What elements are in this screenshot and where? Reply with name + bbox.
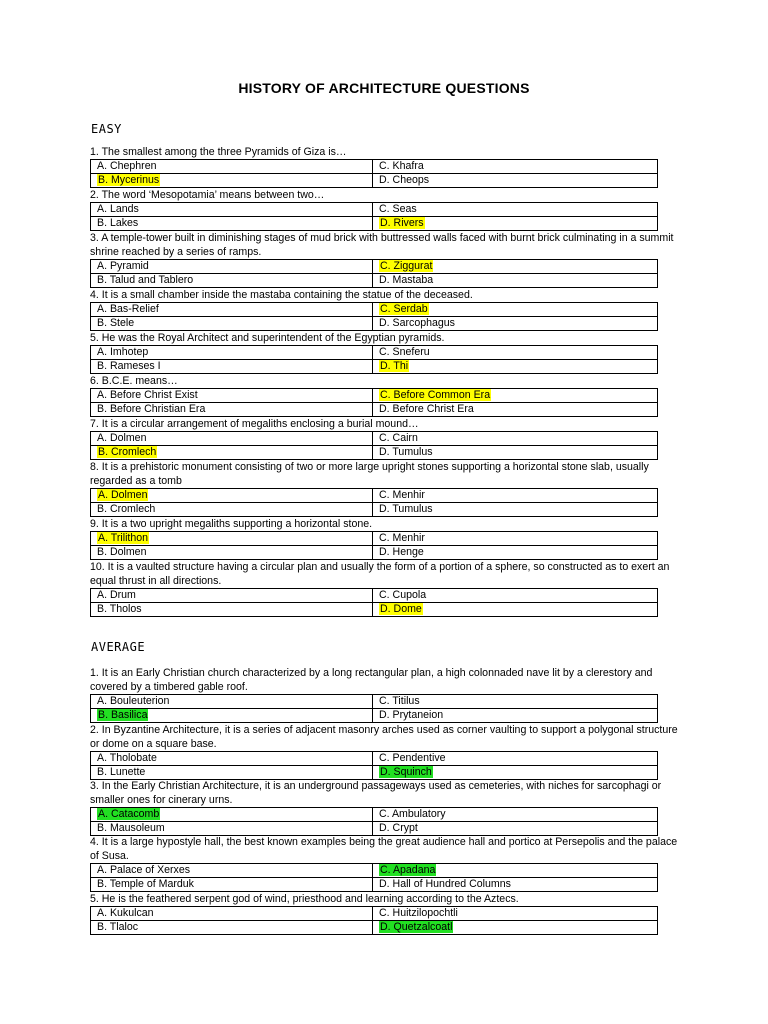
option-a xyxy=(91,907,373,921)
option-c-text: C. Cairn xyxy=(379,432,418,444)
options-row xyxy=(91,489,658,503)
question-text: 7. It is a circular arrangement of megaliths enclosing a burial mound… xyxy=(90,418,419,430)
options-table xyxy=(90,159,658,188)
option-d-text: D. Mastaba xyxy=(379,274,434,286)
option-b xyxy=(91,174,373,188)
options-row xyxy=(91,432,658,446)
option-c xyxy=(373,864,658,878)
options-row xyxy=(91,174,658,188)
option-d xyxy=(373,603,658,617)
page-title: HISTORY OF ARCHITECTURE QUESTIONS xyxy=(238,80,530,96)
option-a-text: A. Kukulcan xyxy=(97,907,154,919)
option-b-text: B. Mausoleum xyxy=(97,822,165,834)
option-c xyxy=(373,532,658,546)
option-a xyxy=(91,808,373,822)
options-row xyxy=(91,346,658,360)
options-row xyxy=(91,303,658,317)
option-c xyxy=(373,695,658,709)
option-c xyxy=(373,160,658,174)
option-d xyxy=(373,766,658,780)
option-c-text: C. Pendentive xyxy=(379,752,446,764)
answer-highlight: C. Before Common Era xyxy=(380,389,491,401)
option-a-text: A. Drum xyxy=(97,589,136,601)
option-b-text: B. Stele xyxy=(97,317,135,329)
option-c-text: C. Khafra xyxy=(379,160,424,172)
option-a xyxy=(91,346,373,360)
options-table xyxy=(90,588,658,617)
option-c-text: C. Huitzilopochtli xyxy=(379,907,458,919)
option-c xyxy=(373,303,658,317)
option-c xyxy=(373,432,658,446)
option-c-text: C. Seas xyxy=(379,203,417,215)
option-a xyxy=(91,589,373,603)
option-d xyxy=(373,921,658,935)
option-a-text: A. Palace of Xerxes xyxy=(97,864,191,876)
options-table xyxy=(90,863,658,892)
question-text: 5. He is the feathered serpent god of wind, priesthood and learning according to the Aztecs. xyxy=(90,893,519,905)
options-row xyxy=(91,907,658,921)
option-c xyxy=(373,346,658,360)
option-c xyxy=(373,907,658,921)
option-d-text: D. Prytaneion xyxy=(379,709,444,721)
option-a-text: A. Imhotep xyxy=(97,346,149,358)
option-a xyxy=(91,432,373,446)
option-a xyxy=(91,389,373,403)
option-d-text: D. Tumulus xyxy=(379,503,433,515)
option-d xyxy=(373,317,658,331)
options-row xyxy=(91,878,658,892)
options-table xyxy=(90,345,658,374)
option-b xyxy=(91,603,373,617)
options-table xyxy=(90,751,658,780)
answer-highlight: B. Basilica xyxy=(98,709,148,721)
options-row xyxy=(91,766,658,780)
option-b xyxy=(91,709,373,723)
option-d xyxy=(373,274,658,288)
options-table xyxy=(90,807,658,836)
option-d xyxy=(373,503,658,517)
question-text: 1. It is an Early Christian church characterized by a long rectangular plan, a high colonnaded nave lit by a clerestory and covered by a timbered gable roof. xyxy=(90,667,653,693)
options-row xyxy=(91,695,658,709)
option-c xyxy=(373,752,658,766)
option-d-text: D. Henge xyxy=(379,546,424,558)
option-a xyxy=(91,489,373,503)
option-a-text: A. Lands xyxy=(97,203,139,215)
option-b xyxy=(91,822,373,836)
options-row xyxy=(91,822,658,836)
option-b-text: B. Before Christian Era xyxy=(97,403,206,415)
option-d xyxy=(373,822,658,836)
question-text: 1. The smallest among the three Pyramids of Giza is… xyxy=(90,146,347,158)
option-d-text: D. Cheops xyxy=(379,174,430,186)
options-row xyxy=(91,589,658,603)
answer-highlight: D. Dome xyxy=(380,603,422,615)
answer-highlight: A. Trilithon xyxy=(98,532,149,544)
question-text: 4. It is a small chamber inside the mastaba containing the statue of the deceased. xyxy=(90,289,473,301)
option-a xyxy=(91,303,373,317)
option-d xyxy=(373,217,658,231)
question-text: 2. The word ‘Mesopotamia’ means between two… xyxy=(90,189,325,201)
option-b xyxy=(91,878,373,892)
answer-highlight: D. Rivers xyxy=(380,217,424,229)
option-b xyxy=(91,921,373,935)
options-row xyxy=(91,603,658,617)
option-b-text: B. Tlaloc xyxy=(97,921,139,933)
option-b-text: B. Dolmen xyxy=(97,546,147,558)
options-row xyxy=(91,260,658,274)
option-b xyxy=(91,274,373,288)
option-b xyxy=(91,217,373,231)
option-b xyxy=(91,403,373,417)
options-table xyxy=(90,488,658,517)
option-a-text: A. Chephren xyxy=(97,160,157,172)
option-a-text: A. Dolmen xyxy=(97,432,147,444)
option-d xyxy=(373,546,658,560)
option-a xyxy=(91,203,373,217)
answer-highlight: D. Squinch xyxy=(380,766,432,778)
option-d-text: D. Sarcophagus xyxy=(379,317,455,329)
option-b-text: B. Cromlech xyxy=(97,503,156,515)
option-b xyxy=(91,317,373,331)
options-row xyxy=(91,532,658,546)
option-a-text: A. Tholobate xyxy=(97,752,157,764)
option-d xyxy=(373,709,658,723)
options-table xyxy=(90,202,658,231)
option-a-text: A. Before Christ Exist xyxy=(97,389,198,401)
option-d xyxy=(373,403,658,417)
options-row xyxy=(91,864,658,878)
option-a xyxy=(91,160,373,174)
answer-highlight: B. Mycerinus xyxy=(98,174,160,186)
option-b-text: B. Tholos xyxy=(97,603,142,615)
question-text: 3. In the Early Christian Architecture, it is an underground passageways used as cemeteries, with niches for sarcophagi or smaller ones for cinerary urns. xyxy=(90,780,662,806)
options-row xyxy=(91,808,658,822)
answer-highlight: D. Quetzalcoatl xyxy=(380,921,453,933)
section-heading: AVERAGE xyxy=(91,640,146,654)
options-table xyxy=(90,906,658,935)
options-row xyxy=(91,921,658,935)
option-a-text: A. Bas-Relief xyxy=(97,303,159,315)
option-c-text: C. Ambulatory xyxy=(379,808,446,820)
options-row xyxy=(91,709,658,723)
answer-highlight: C. Ziggurat xyxy=(380,260,433,272)
option-b xyxy=(91,360,373,374)
option-b-text: B. Lunette xyxy=(97,766,146,778)
options-row xyxy=(91,503,658,517)
option-b-text: B. Temple of Marduk xyxy=(97,878,194,890)
answer-highlight: A. Dolmen xyxy=(98,489,148,501)
option-c xyxy=(373,203,658,217)
question-text: 5. He was the Royal Architect and superintendent of the Egyptian pyramids. xyxy=(90,332,445,344)
options-row xyxy=(91,389,658,403)
option-a xyxy=(91,532,373,546)
option-b xyxy=(91,546,373,560)
question-text: 2. In Byzantine Architecture, it is a series of adjacent masonry arches used as corner vaulting to support a polygonal structure or dome on a square base. xyxy=(90,724,678,750)
option-c-text: C. Cupola xyxy=(379,589,427,601)
option-a-text: A. Bouleuterion xyxy=(97,695,170,707)
options-row xyxy=(91,274,658,288)
answer-highlight: C. Apadana xyxy=(380,864,436,876)
option-c-text: C. Menhir xyxy=(379,489,425,501)
question-text: 8. It is a prehistoric monument consisting of two or more large upright stones supporting a horizontal stone slab, usually regarded as a tomb xyxy=(90,461,649,487)
option-d xyxy=(373,878,658,892)
option-c-text: C. Menhir xyxy=(379,532,425,544)
question-text: 9. It is a two upright megaliths supporting a horizontal stone. xyxy=(90,518,373,530)
option-a xyxy=(91,695,373,709)
option-c xyxy=(373,489,658,503)
answer-highlight: D. Thi xyxy=(380,360,409,372)
options-table xyxy=(90,694,658,723)
option-c-text: C. Sneferu xyxy=(379,346,430,358)
question-text: 3. A temple-tower built in diminishing stages of mud brick with buttressed walls faced with burnt brick culminating in a summit shrine reached by a series of ramps. xyxy=(90,232,674,258)
option-a xyxy=(91,260,373,274)
options-row xyxy=(91,203,658,217)
answer-highlight: C. Serdab xyxy=(380,303,428,315)
option-c xyxy=(373,260,658,274)
options-row xyxy=(91,403,658,417)
option-b-text: B. Talud and Tablero xyxy=(97,274,194,286)
options-row xyxy=(91,546,658,560)
options-table xyxy=(90,531,658,560)
option-d-text: D. Before Christ Era xyxy=(379,403,474,415)
options-row xyxy=(91,752,658,766)
option-b xyxy=(91,446,373,460)
option-b-text: B. Lakes xyxy=(97,217,139,229)
options-table xyxy=(90,302,658,331)
option-d xyxy=(373,360,658,374)
options-row xyxy=(91,446,658,460)
options-table xyxy=(90,431,658,460)
answer-highlight: A. Catacomb xyxy=(98,808,160,820)
option-d-text: D. Hall of Hundred Columns xyxy=(379,878,511,890)
option-d xyxy=(373,446,658,460)
options-table xyxy=(90,259,658,288)
option-b xyxy=(91,503,373,517)
question-text: 4. It is a large hypostyle hall, the best known examples being the great audience hall and portico at Persepolis and the palace of Susa. xyxy=(90,836,678,862)
options-row xyxy=(91,317,658,331)
options-row xyxy=(91,160,658,174)
question-text: 10. It is a vaulted structure having a circular plan and usually the form of a portion of a sphere, so constructed as to exert an equal thrust in all directions. xyxy=(90,561,670,587)
option-c-text: C. Titilus xyxy=(379,695,420,707)
options-table xyxy=(90,388,658,417)
answer-highlight: B. Cromlech xyxy=(98,446,157,458)
option-a-text: A. Pyramid xyxy=(97,260,149,272)
option-b-text: B. Rameses I xyxy=(97,360,161,372)
question-text: 6. B.C.E. means… xyxy=(90,375,178,387)
section-heading: EASY xyxy=(91,122,122,136)
option-a xyxy=(91,864,373,878)
options-row xyxy=(91,360,658,374)
option-a xyxy=(91,752,373,766)
option-c xyxy=(373,389,658,403)
options-row xyxy=(91,217,658,231)
option-c xyxy=(373,589,658,603)
option-c xyxy=(373,808,658,822)
option-d xyxy=(373,174,658,188)
option-d-text: D. Crypt xyxy=(379,822,418,834)
option-d-text: D. Tumulus xyxy=(379,446,433,458)
option-b xyxy=(91,766,373,780)
